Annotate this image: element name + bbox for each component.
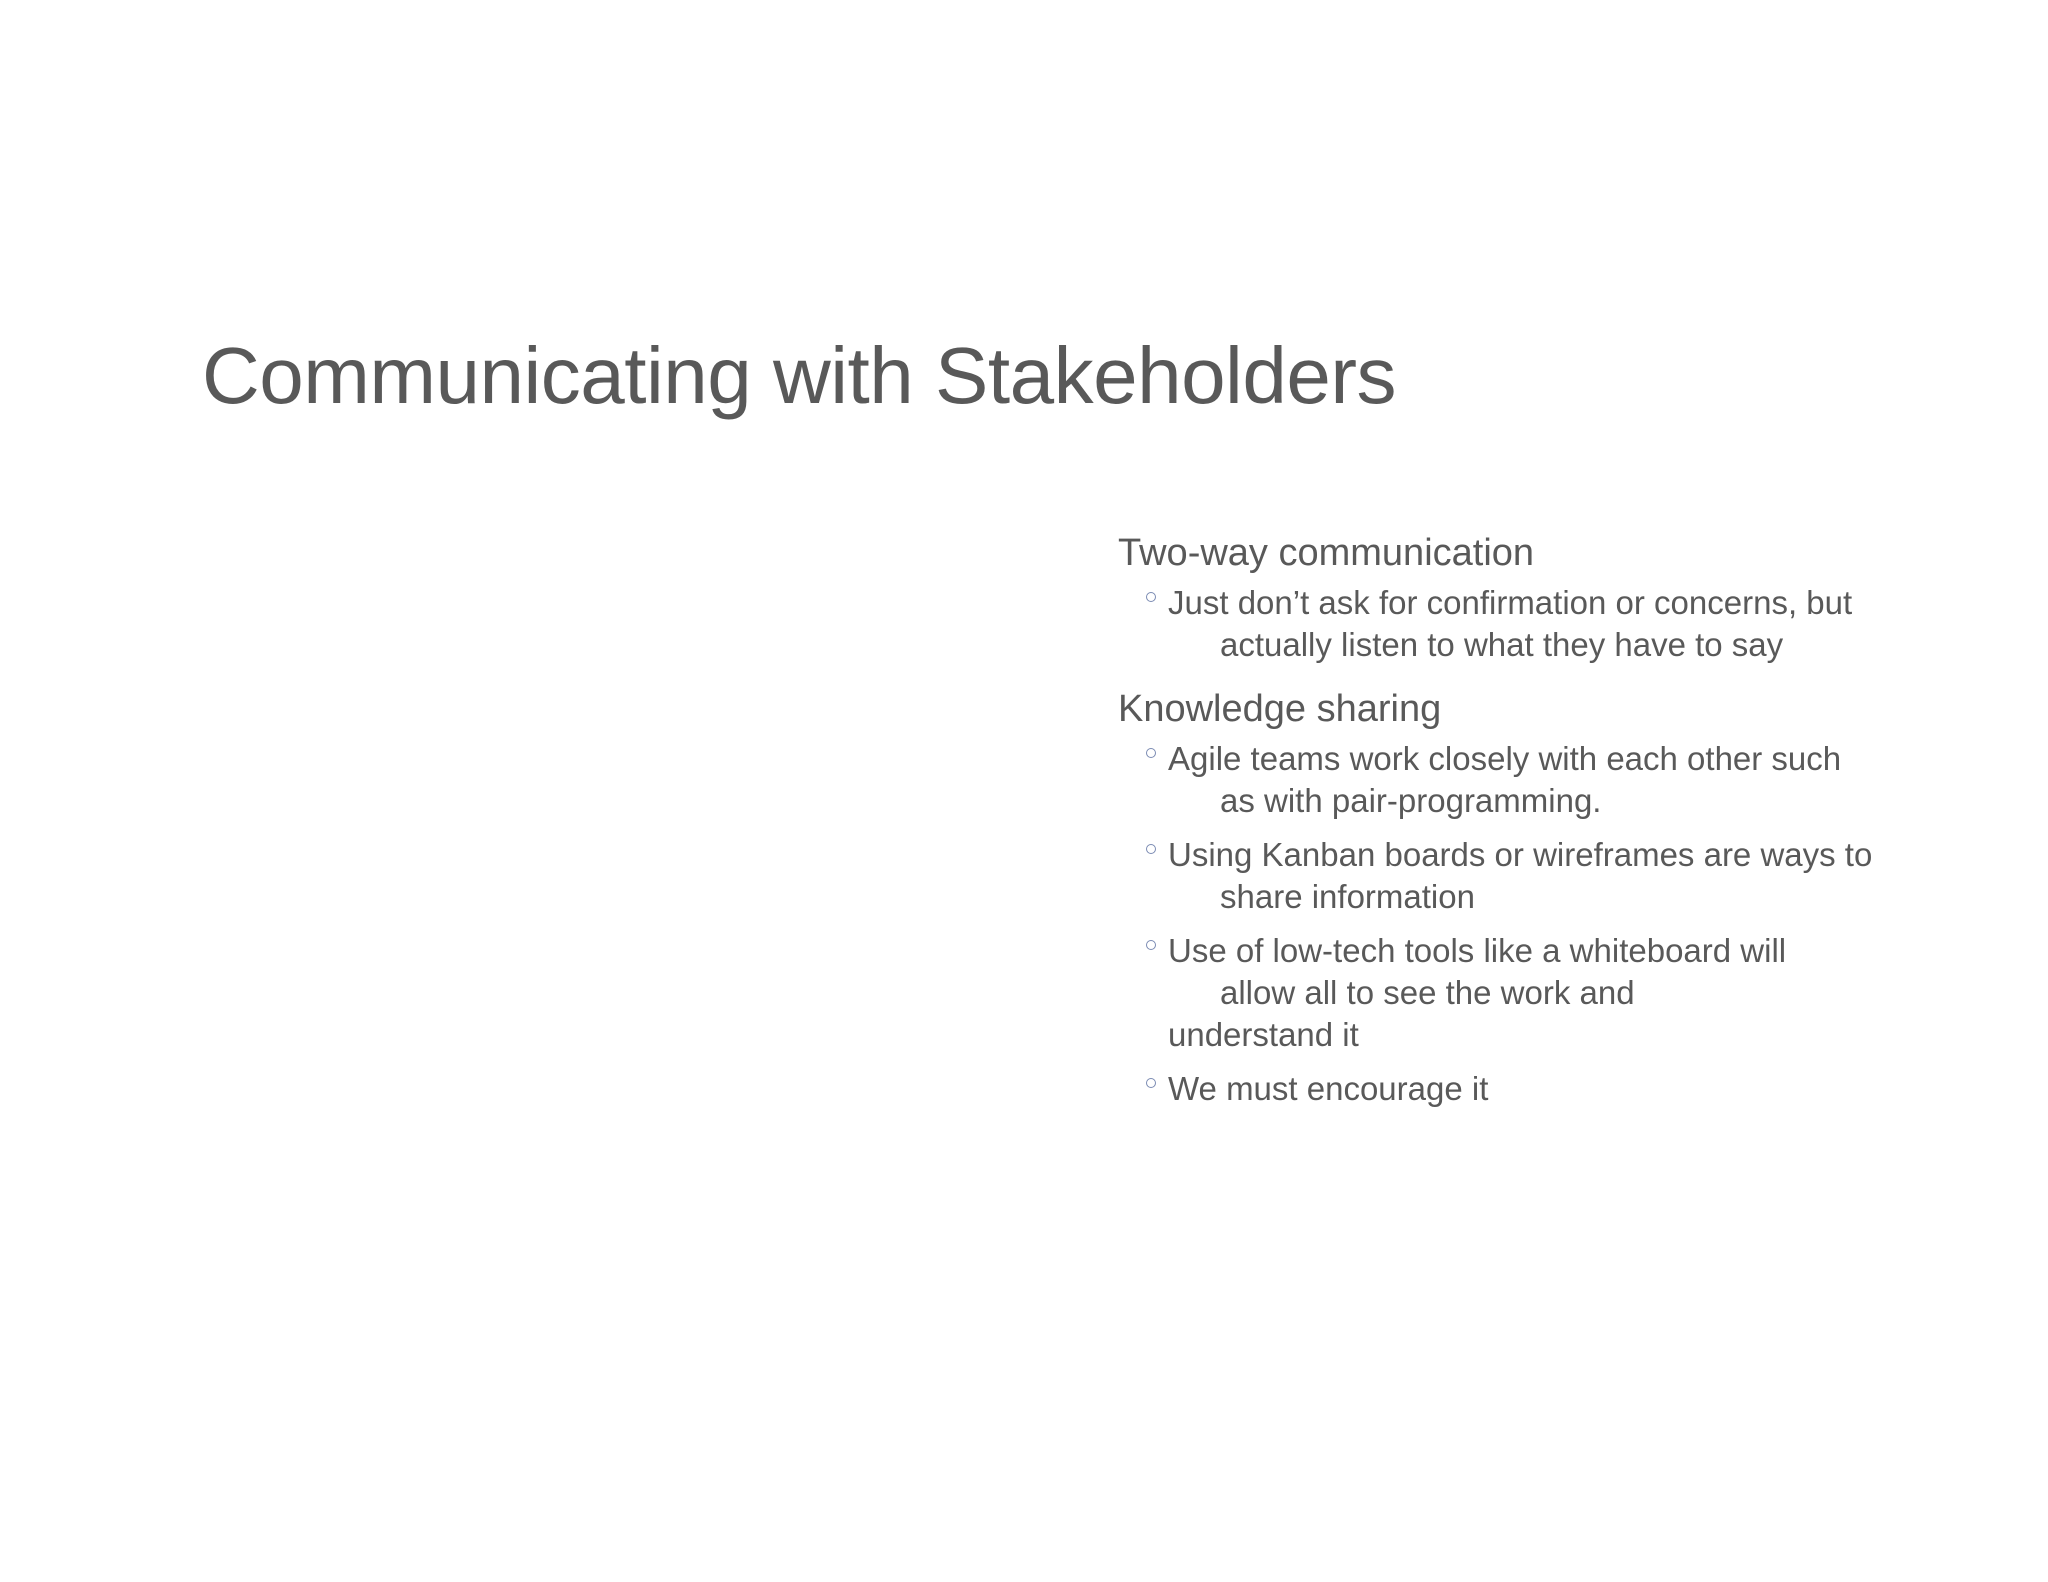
bullet-line: actually listen to what they have to say: [1220, 626, 1784, 663]
bullet-list: [1118, 582, 2018, 666]
hollow-circle-icon: [1146, 844, 1156, 854]
list-item: [1118, 834, 2018, 918]
hollow-circle-icon: [1146, 592, 1156, 602]
bullet-list: [1118, 738, 2018, 1110]
bullet-line: Just don’t ask for confirmation or concerns, but: [1168, 584, 1853, 621]
list-item: [1118, 582, 2018, 666]
section-knowledge-sharing: [1118, 688, 2018, 1110]
section-heading: Knowledge sharing: [1118, 688, 1442, 730]
list-item: [1118, 930, 2018, 1056]
list-item: [1118, 1068, 2018, 1110]
bullet-line: share information: [1220, 878, 1475, 915]
list-item: [1118, 738, 2018, 822]
slide-content: [1118, 532, 2018, 1122]
bullet-line: Using Kanban boards or wireframes are ways to: [1168, 836, 1873, 873]
section-heading: Two-way communication: [1118, 532, 1535, 574]
hollow-circle-icon: [1146, 748, 1156, 758]
bullet-line: as with pair-programming.: [1220, 782, 1602, 819]
bullet-line: understand it: [1168, 1016, 1359, 1053]
bullet-line: We must encourage it: [1168, 1070, 1489, 1107]
hollow-circle-icon: [1146, 940, 1156, 950]
bullet-line: Agile teams work closely with each other such: [1168, 740, 1842, 777]
bullet-line: Use of low-tech tools like a whiteboard will: [1168, 932, 1787, 969]
hollow-circle-icon: [1146, 1078, 1156, 1088]
bullet-line: allow all to see the work and: [1220, 974, 1635, 1011]
slide-title: Communicating with Stakeholders: [202, 331, 1396, 420]
section-two-way-communication: [1118, 532, 2018, 666]
